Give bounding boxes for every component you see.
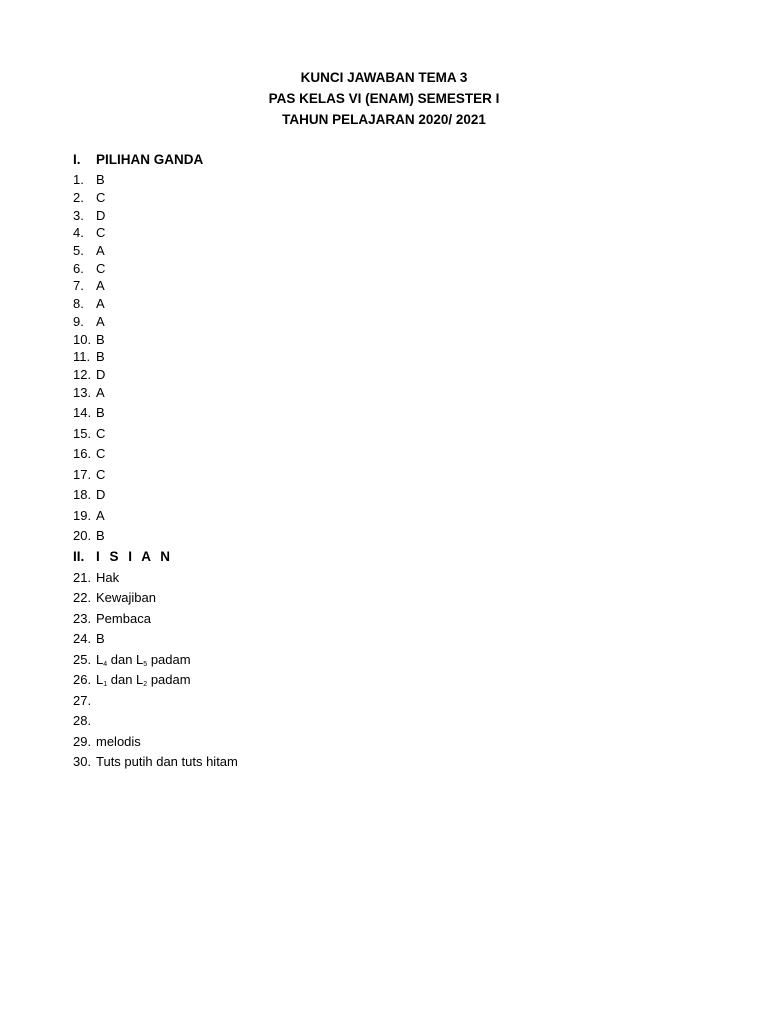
- item-answer: C: [96, 190, 106, 205]
- lamp-subscript: 2: [143, 681, 148, 688]
- item-answer: D: [96, 487, 106, 502]
- section-heading-isian: [73, 548, 173, 566]
- item-answer: melodis: [96, 734, 141, 749]
- list-item: [73, 208, 105, 224]
- section-number: I.: [73, 152, 81, 167]
- list-item: [73, 243, 105, 259]
- answer-text: padam: [147, 672, 191, 687]
- item-answer: D: [96, 208, 106, 223]
- list-item: [73, 508, 105, 524]
- item-number: 29.: [73, 734, 92, 749]
- list-item: [73, 296, 105, 312]
- list-item: [73, 367, 105, 383]
- document-header: [0, 67, 768, 130]
- answer-text: padam: [147, 652, 191, 667]
- item-number: 13.: [73, 385, 92, 400]
- item-answer: C: [96, 446, 106, 461]
- item-number: 23.: [73, 611, 92, 626]
- item-number: 9.: [73, 314, 84, 329]
- list-item: [73, 385, 105, 401]
- list-item: [73, 611, 151, 627]
- list-item: [73, 754, 238, 770]
- item-answer: D: [96, 367, 106, 382]
- item-answer: Pembaca: [96, 611, 151, 626]
- item-answer: A: [96, 296, 105, 311]
- list-item: [73, 405, 105, 421]
- item-number: 26.: [73, 672, 92, 687]
- list-item: [73, 261, 105, 277]
- item-answer: A: [96, 385, 105, 400]
- item-number: 10.: [73, 332, 92, 347]
- list-item: [73, 172, 105, 188]
- item-answer: A: [96, 508, 105, 523]
- item-answer: C: [96, 426, 106, 441]
- item-number: 25.: [73, 652, 92, 667]
- item-number: 4.: [73, 225, 84, 240]
- list-item: [73, 225, 105, 241]
- item-answer: A: [96, 314, 105, 329]
- lamp-subscript: 1: [103, 681, 108, 688]
- item-number: 16.: [73, 446, 92, 461]
- item-number: 11.: [73, 349, 91, 364]
- item-number: 18.: [73, 487, 92, 502]
- document-subtitle: PAS KELAS VI (ENAM) SEMESTER I: [268, 91, 500, 106]
- item-number: 5.: [73, 243, 84, 258]
- item-number: 27.: [73, 693, 92, 708]
- section-number: II.: [73, 549, 85, 564]
- list-item: [73, 652, 191, 668]
- item-answer: B: [96, 172, 105, 187]
- list-item: [73, 487, 105, 503]
- list-item: [73, 590, 156, 606]
- item-answer: [96, 672, 191, 687]
- item-number: 8.: [73, 296, 84, 311]
- list-item: [73, 734, 141, 750]
- item-number: 20.: [73, 528, 92, 543]
- document-title: KUNCI JAWABAN TEMA 3: [300, 70, 468, 85]
- item-number: 30.: [73, 754, 92, 769]
- list-item: [73, 693, 96, 709]
- list-item: [73, 349, 105, 365]
- item-number: 19.: [73, 508, 92, 523]
- item-number: 22.: [73, 590, 92, 605]
- item-number: 14.: [73, 405, 92, 420]
- item-answer: Kewajiban: [96, 590, 156, 605]
- section-heading-pilihan-ganda: [73, 151, 203, 169]
- list-item: [73, 672, 191, 688]
- list-item: [73, 190, 105, 206]
- item-number: 24.: [73, 631, 92, 646]
- lamp-subscript: 4: [103, 661, 108, 668]
- item-number: 17.: [73, 467, 92, 482]
- answer-text: dan L: [107, 652, 144, 667]
- list-item: [73, 528, 105, 544]
- section-title: PILIHAN GANDA: [96, 152, 204, 167]
- list-item: [73, 314, 105, 330]
- item-answer: Tuts putih dan tuts hitam: [96, 754, 238, 769]
- item-number: 21.: [73, 570, 92, 585]
- item-number: 12.: [73, 367, 92, 382]
- section-title: I S I A N: [96, 549, 174, 564]
- item-answer: A: [96, 278, 105, 293]
- list-item: [73, 332, 105, 348]
- list-item: [73, 278, 105, 294]
- lamp-label: L: [96, 672, 104, 687]
- item-answer: B: [96, 405, 105, 420]
- list-item: [73, 467, 105, 483]
- lamp-subscript: 5: [143, 661, 148, 668]
- item-answer: B: [96, 631, 105, 646]
- item-answer: [96, 652, 191, 667]
- list-item: [73, 631, 105, 647]
- list-item: [73, 713, 96, 729]
- lamp-label: L: [96, 652, 104, 667]
- item-answer: C: [96, 261, 106, 276]
- item-number: 28.: [73, 713, 92, 728]
- item-answer: Hak: [96, 570, 120, 585]
- list-item: [73, 570, 119, 586]
- item-answer: B: [96, 528, 105, 543]
- answer-text: dan L: [107, 672, 144, 687]
- item-number: 15.: [73, 426, 92, 441]
- item-number: 1.: [73, 172, 84, 187]
- item-answer: C: [96, 467, 106, 482]
- item-answer: B: [96, 332, 105, 347]
- item-number: 2.: [73, 190, 84, 205]
- item-answer: B: [96, 349, 105, 364]
- item-answer: C: [96, 225, 106, 240]
- academic-year: TAHUN PELAJARAN 2020/ 2021: [282, 112, 486, 127]
- item-number: 6.: [73, 261, 84, 276]
- item-number: 7.: [73, 278, 84, 293]
- list-item: [73, 426, 105, 442]
- list-item: [73, 446, 105, 462]
- item-answer: A: [96, 243, 105, 258]
- item-number: 3.: [73, 208, 84, 223]
